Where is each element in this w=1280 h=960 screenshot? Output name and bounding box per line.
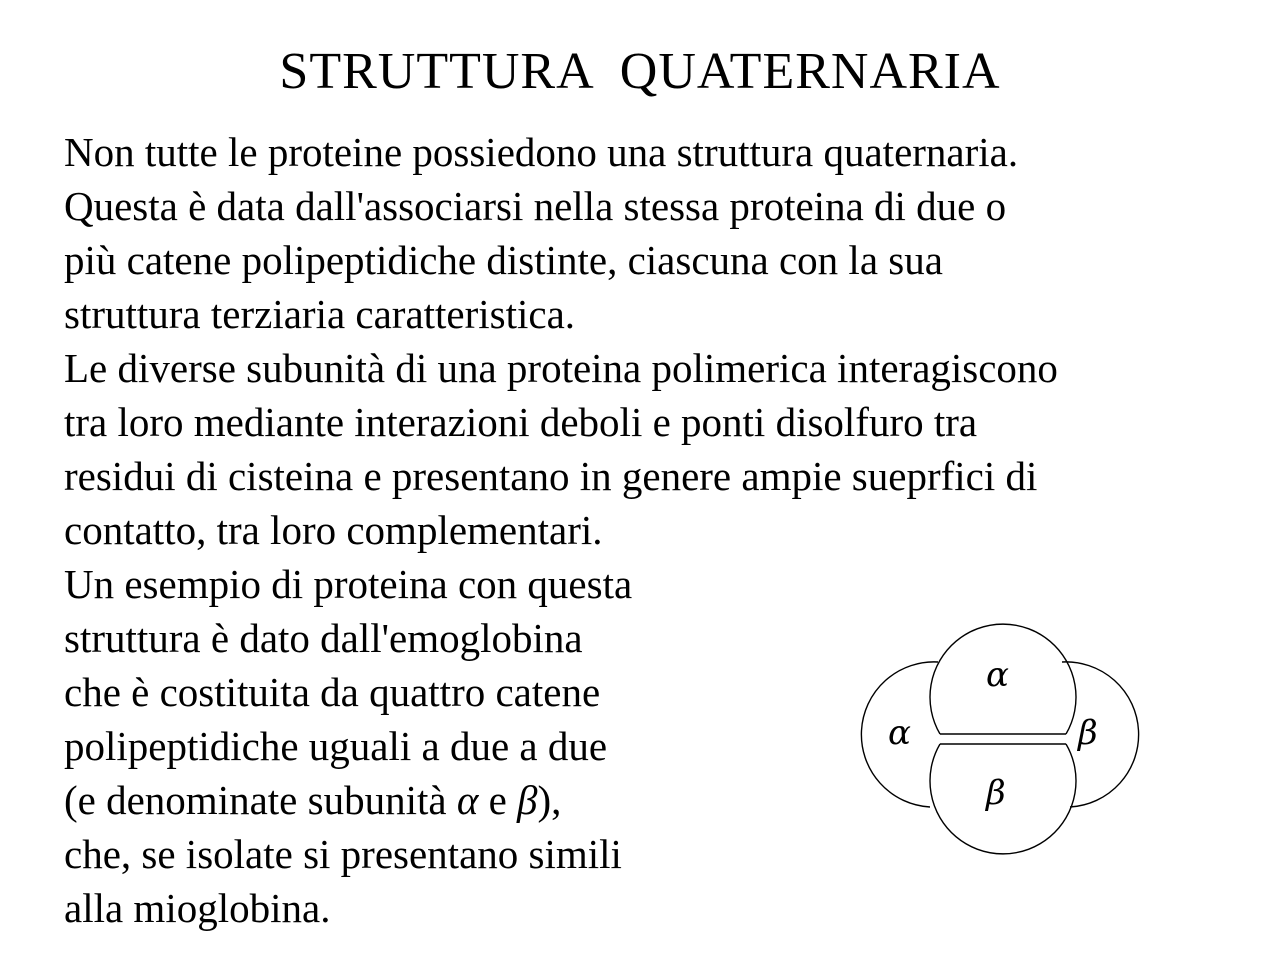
page-title: STRUTTURA QUATERNARIA — [279, 43, 1001, 100]
text-line: residui di cisteina e presentano in genere ampie sueprfici di — [64, 453, 1038, 499]
top-subunit-label: α — [986, 655, 1009, 695]
text-line: più catene polipeptidiche distinte, ciascuna con la sua — [64, 237, 943, 283]
right-subunit-label: β — [1078, 713, 1098, 753]
bottom-subunit-label: β — [986, 773, 1006, 813]
text-line: tra loro mediante interazioni deboli e ponti disolfuro tra — [64, 399, 978, 445]
right-subunit-outline — [1062, 662, 1139, 807]
paragraph-hemoglobin — [64, 557, 632, 935]
text-line: struttura è dato dall'emoglobina — [64, 615, 583, 661]
text-line: struttura terziaria caratteristica. — [64, 291, 576, 337]
text-line: che, se isolate si presentano simili — [64, 831, 622, 877]
text-fragment: (e denominate subunità — [64, 777, 457, 823]
alpha-symbol: α — [456, 777, 479, 823]
text-line: Non tutte le proteine possiedono una struttura quaternaria. — [64, 129, 1019, 175]
beta-symbol: β — [517, 777, 538, 823]
text-line: contatto, tra loro complementari. — [64, 507, 603, 553]
text-fragment: ), — [537, 777, 562, 823]
text-line: Le diverse subunità di una proteina polimerica interagiscono — [64, 345, 1058, 391]
hemoglobin-subunits-diagram — [860, 610, 1140, 870]
text-line: Questa è data dall'associarsi nella stessa proteina di due o — [64, 183, 1007, 229]
text-line-subunits — [64, 773, 632, 827]
text-fragment: e — [478, 777, 518, 823]
text-line: che è costituita da quattro catene — [64, 669, 601, 715]
left-subunit-label: α — [888, 713, 911, 753]
paragraph-intro — [64, 125, 1018, 341]
text-line: alla mioglobina. — [64, 885, 331, 931]
paragraph-subunits — [64, 341, 1058, 557]
text-line: polipeptidiche uguali a due a due — [64, 723, 608, 769]
text-line: Un esempio di proteina con questa — [64, 561, 633, 607]
